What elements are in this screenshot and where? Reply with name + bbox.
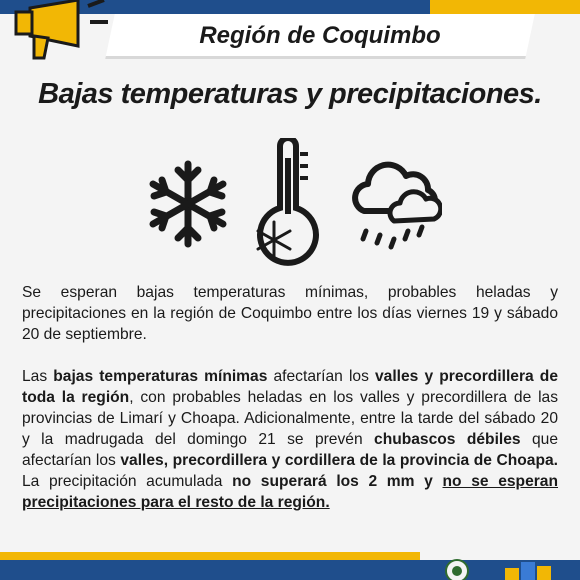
seal-logo-icon — [442, 556, 472, 580]
text-segment: , con probables heladas en los valles y precordillera de las provincias de Limarí y Choapa. Adicionalmente, entre la tarde del sábado 20 y la madrugada del domingo 21 se prevén — [22, 389, 558, 448]
paragraph-forecast-detail — [22, 366, 558, 513]
paragraph-forecast-summary: Se esperan bajas temperaturas mínimas, probables heladas y precipitaciones en la región de Coquimbo entre los días viernes 19 y sábado 20 de septiembre. — [22, 284, 558, 343]
top-band-accent — [430, 0, 580, 14]
underlined-segment: no se esperan precipitaciones para el resto de la región. — [22, 473, 559, 511]
bottom-band — [0, 560, 580, 580]
text-segment: Las — [22, 368, 54, 385]
bold-segment: bajas temperaturas mínimas — [53, 368, 268, 385]
thermometer-icon — [250, 138, 328, 266]
snowflake-icon — [142, 158, 234, 250]
region-title: Región de Coquimbo — [199, 22, 441, 49]
text-segment: La precipitación acumulada — [22, 473, 233, 490]
bold-segment: valles, precordillera y cordillera de la provincia de Choapa. — [120, 452, 558, 469]
text-segment: que afectarían los — [22, 431, 559, 469]
bold-segment: no superará los 2 mm y — [232, 473, 433, 490]
bold-segment: valles y precordillera de toda la región — [22, 368, 558, 406]
text-segment — [433, 473, 443, 490]
headline: Bajas temperaturas y precipitaciones. — [38, 78, 542, 110]
text-segment: afectarían los — [267, 368, 375, 385]
agency-logo-icon — [505, 560, 575, 580]
megaphone-icon — [8, 0, 118, 60]
rain-cloud-icon — [350, 155, 442, 255]
bold-segment: chubascos débiles — [374, 431, 521, 448]
